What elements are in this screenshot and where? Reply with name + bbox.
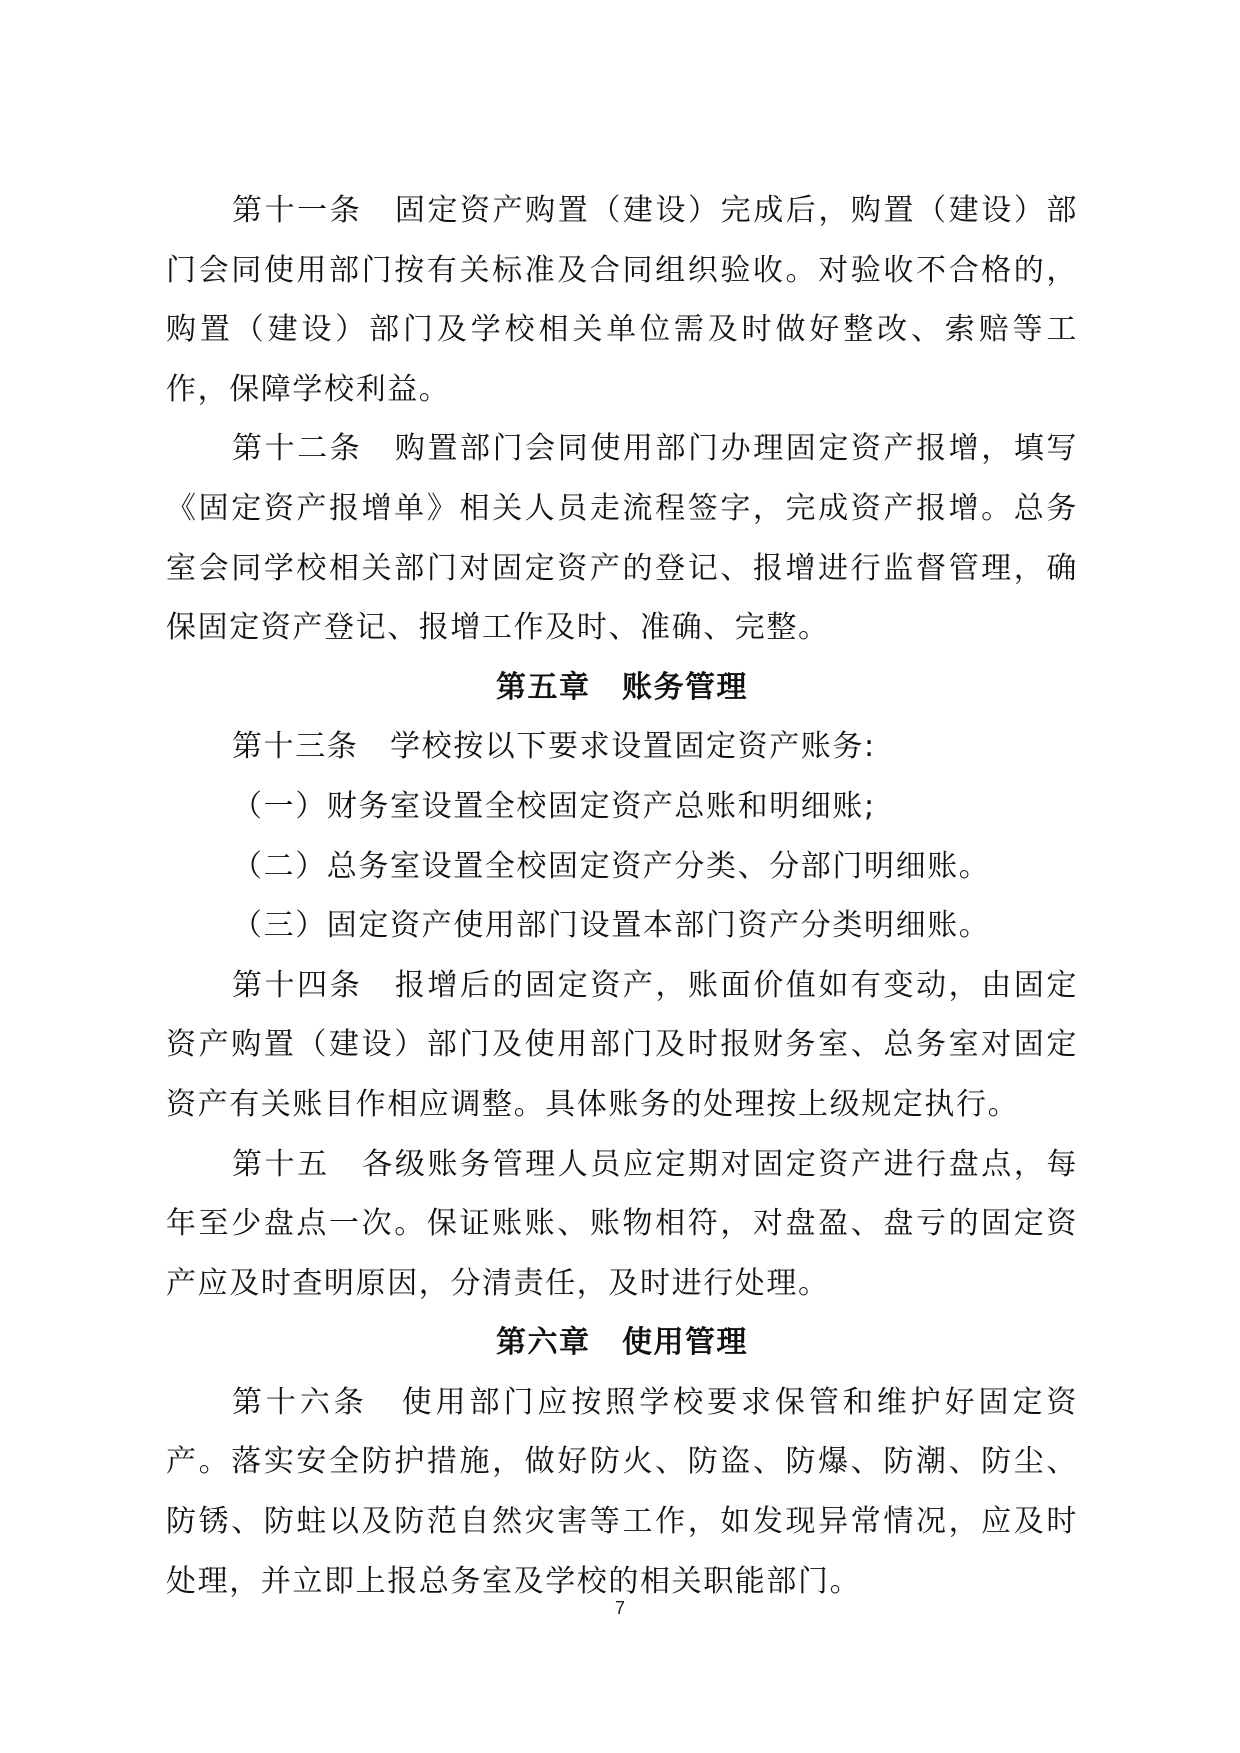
article-14: 第十四条 报增后的固定资产，账面价值如有变动，由固定资产购置（建设）部门及使用部门及时报财务室、总务室对固定资产有关账目作相应调整。具体账务的处理按上级规定执行。	[166, 967, 1078, 1122]
chapter-5-heading: 第五章 账务管理	[496, 669, 748, 705]
article-11: 第十一条 固定资产购置（建设）完成后，购置（建设）部门会同使用部门按有关标准及合同组织验收。对验收不合格的，购置（建设）部门及学校相关单位需及时做好整改、索赔等工作，保障学校利益。	[166, 193, 1078, 407]
article-13-item-3: （三）固定资产使用部门设置本部门资产分类明细账。	[232, 908, 991, 944]
article-13-item-1: （一）财务室设置全校固定资产总账和明细账;	[232, 788, 876, 824]
chapter-6-heading: 第六章 使用管理	[496, 1325, 748, 1361]
article-12: 第十二条 购置部门会同使用部门办理固定资产报增，填写《固定资产报增单》相关人员走流程签字，完成资产报增。总务室会同学校相关部门对固定资产的登记、报增进行监督管理，确保固定资产登记、报增工作及时、准确、完整。	[166, 431, 1078, 646]
article-13: 第十三条 学校按以下要求设置固定资产账务:	[232, 729, 876, 765]
article-16: 第十六条 使用部门应按照学校要求保管和维护好固定资产。落实安全防护措施，做好防火、防盗、防爆、防潮、防尘、防锈、防蛀以及防范自然灾害等工作，如发现异常情况，应及时处理，并立即上报总务室及学校的相关职能部门。	[166, 1384, 1078, 1599]
page-number: 7	[614, 1598, 625, 1618]
article-15: 第十五 各级账务管理人员应定期对固定资产进行盘点，每年至少盘点一次。保证账账、账物相符，对盘盈、盘亏的固定资产应及时查明原因，分清责任，及时进行处理。	[166, 1146, 1078, 1301]
document-body	[166, 181, 1078, 1611]
article-13-item-2: （二）总务室设置全校固定资产分类、分部门明细账。	[232, 848, 991, 884]
